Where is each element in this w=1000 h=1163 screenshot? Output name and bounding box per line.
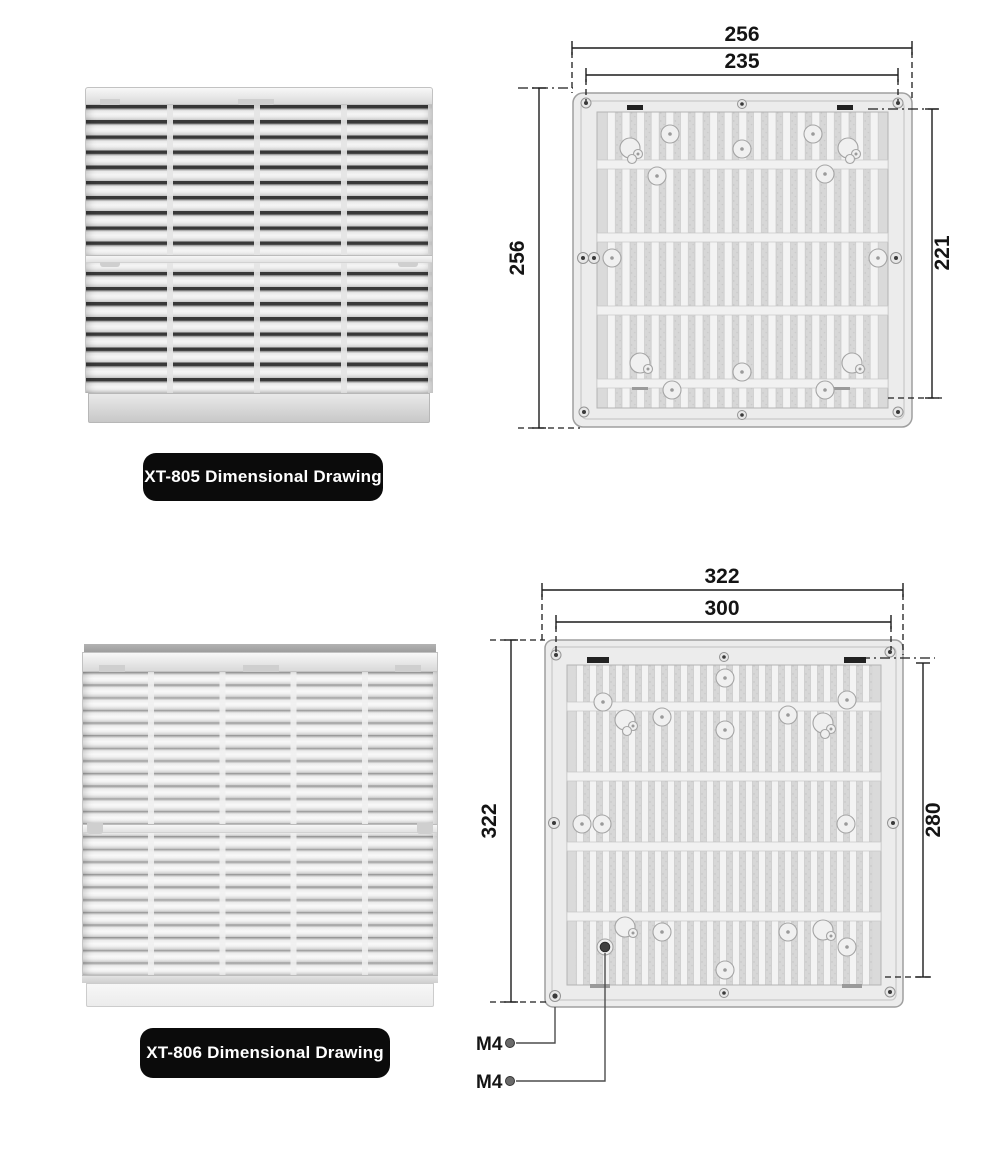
xt805-base: [88, 393, 430, 423]
seam-tab: [87, 823, 103, 834]
xt806-base: [86, 983, 434, 1007]
dim-outer-width: 322: [704, 565, 740, 588]
xt806-front-photo: [82, 644, 438, 1007]
seam-tab: [417, 823, 433, 834]
clip-slot-icon: [627, 105, 643, 110]
xt805-rear-panel: [573, 93, 912, 427]
xt806-label-text: XT-806 Dimensional Drawing: [146, 1043, 384, 1062]
xt806-rear-panel: [545, 640, 903, 1007]
clip-slot-icon: [587, 657, 609, 663]
dim-inner-width: 235: [724, 50, 760, 73]
xt806-louver-grille: [82, 672, 438, 975]
xt805-louver-grille: [85, 105, 433, 393]
xt806-top-bar: [84, 644, 436, 652]
xt805-front-photo: [85, 87, 433, 423]
xt805-frame-seam: [86, 255, 432, 263]
clip-slot-icon: [837, 105, 853, 110]
dim-inner-width: 300: [704, 597, 740, 620]
seam-notch: [398, 262, 418, 267]
seam-notch: [100, 262, 120, 267]
m4-callout-label: M4: [476, 1034, 503, 1055]
xt805-dimensional-drawing: [480, 15, 980, 460]
xt805-label-text: XT-805 Dimensional Drawing: [144, 467, 382, 486]
xt805-model-label: [143, 453, 383, 501]
xt805-top-cap: [85, 87, 433, 105]
dim-outer-height: 322: [478, 803, 501, 839]
xt806-frame-seam: [83, 824, 437, 833]
dim-inner-height: 221: [931, 235, 954, 271]
dim-inner-height: 280: [922, 802, 945, 838]
xt806-dimensional-drawing: [450, 560, 990, 1135]
xt806-model-label: [140, 1028, 390, 1078]
xt806-top-cap: [82, 652, 438, 672]
dim-outer-height: 256: [506, 240, 529, 276]
xt806-bottom-cap: [82, 975, 438, 983]
dim-outer-width: 256: [724, 23, 760, 46]
m4-callout-label: M4: [476, 1072, 503, 1093]
